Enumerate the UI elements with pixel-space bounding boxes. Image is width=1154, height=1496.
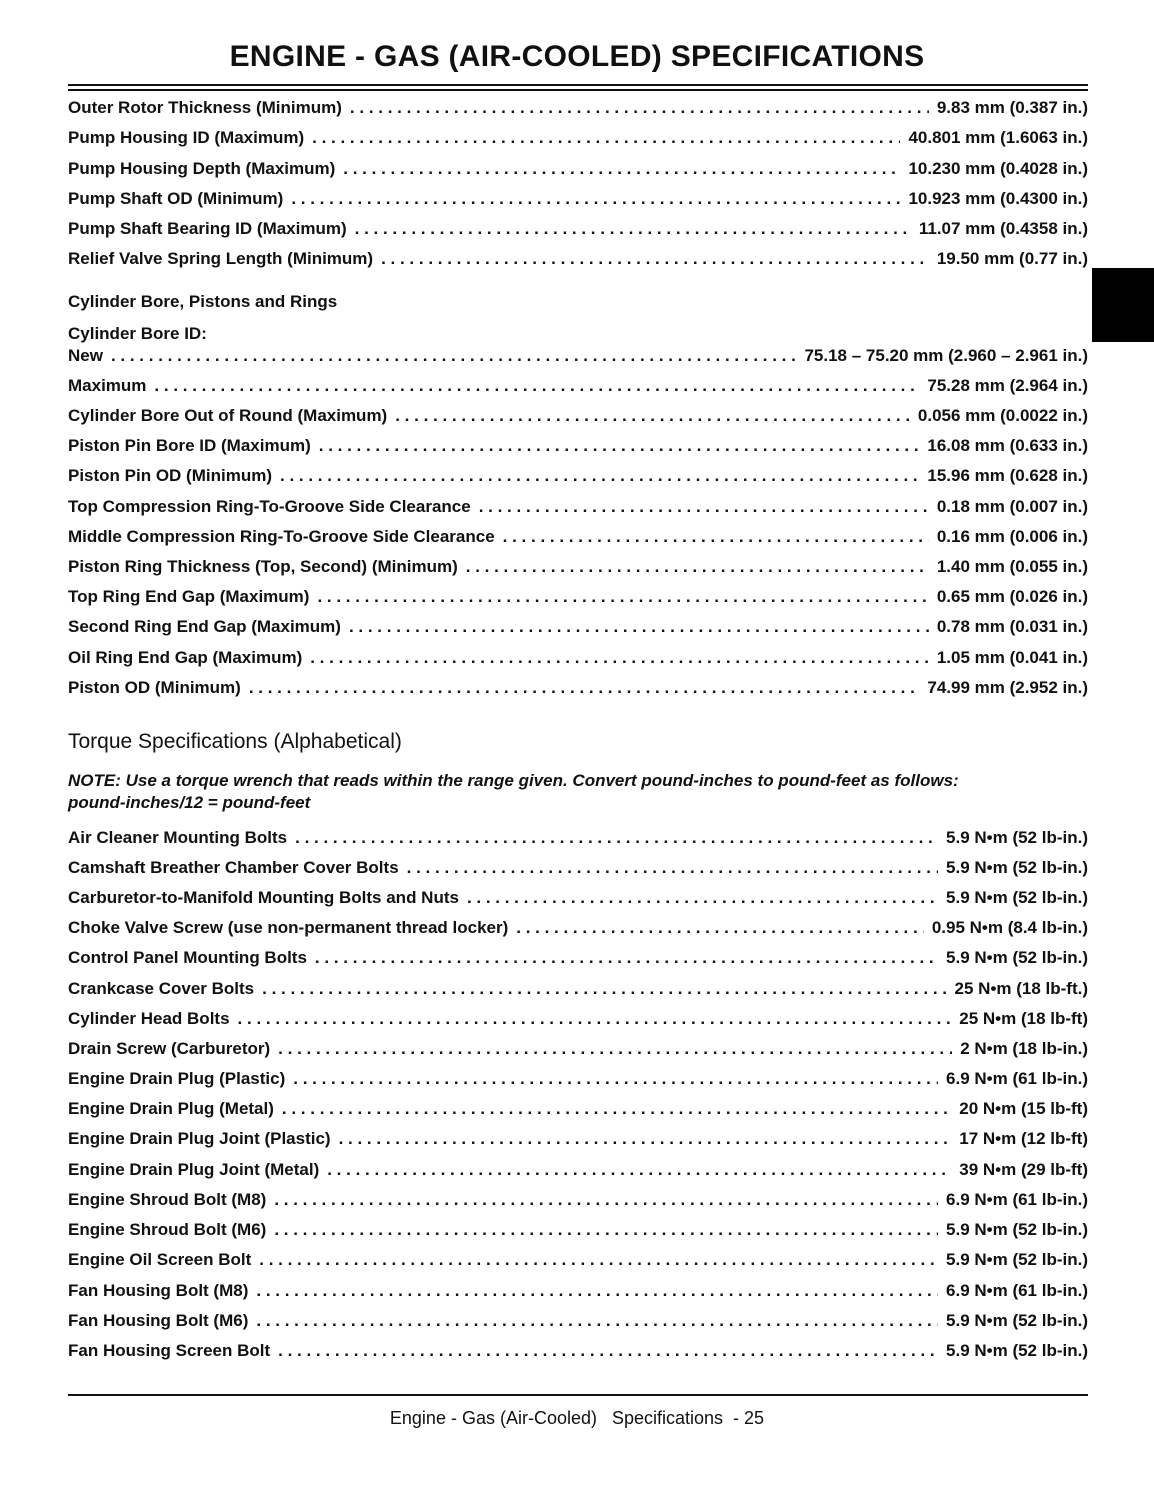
- spec-label: Top Compression Ring-To-Groove Side Clearance: [68, 497, 471, 516]
- dot-leader: [280, 466, 919, 486]
- spec-row: [68, 466, 1088, 490]
- spec-row: [68, 128, 1088, 152]
- dot-leader: [249, 678, 920, 698]
- spec-label: Pump Housing ID (Maximum): [68, 128, 305, 147]
- spec-row: [68, 436, 1088, 460]
- spec-row: [68, 1341, 1088, 1365]
- spec-row: [68, 828, 1088, 852]
- spec-value: 0.16 mm (0.006 in.): [936, 527, 1088, 546]
- dot-leader: [327, 1160, 951, 1180]
- dot-leader: [479, 497, 929, 517]
- spec-row: [68, 1250, 1088, 1274]
- dot-leader: [503, 527, 929, 547]
- spec-row: [68, 249, 1088, 273]
- spec-label: Outer Rotor Thickness (Minimum): [68, 98, 342, 117]
- spec-value: 6.9 N•m (61 lb-in.): [946, 1281, 1088, 1300]
- spec-row: [68, 617, 1088, 641]
- dot-leader: [238, 1009, 952, 1029]
- spec-label: Engine Drain Plug Joint (Plastic): [68, 1129, 331, 1148]
- spec-row: [68, 497, 1088, 521]
- spec-value: 5.9 N•m (52 lb-in.): [946, 1341, 1088, 1360]
- spec-value: 0.95 N•m (8.4 lb-in.): [931, 918, 1088, 937]
- spec-row: [68, 376, 1088, 400]
- spec-value: 0.056 mm (0.0022 in.): [917, 406, 1088, 425]
- spec-row: [68, 1039, 1088, 1063]
- dot-leader: [319, 436, 920, 456]
- spec-label: Piston Pin Bore ID (Maximum): [68, 436, 311, 455]
- spec-value: 10.923 mm (0.4300 in.): [908, 189, 1088, 208]
- spec-row: [68, 1129, 1088, 1153]
- spec-value: 9.83 mm (0.387 in.): [936, 98, 1088, 117]
- spec-label: Pump Housing Depth (Maximum): [68, 159, 336, 178]
- footer-rule: [68, 1394, 1088, 1396]
- dot-leader: [293, 1069, 938, 1089]
- dot-leader: [339, 1129, 952, 1149]
- spec-row: [68, 406, 1088, 430]
- dot-leader: [262, 979, 946, 999]
- dot-leader: [278, 1341, 938, 1361]
- dot-leader: [381, 249, 929, 269]
- spec-value: 74.99 mm (2.952 in.): [927, 678, 1088, 697]
- spec-value: 5.9 N•m (52 lb-in.): [946, 828, 1088, 847]
- torque-note-line-2: pound-inches/12 = pound-feet: [68, 793, 311, 812]
- spec-row: [68, 1220, 1088, 1244]
- spec-row: [68, 587, 1088, 611]
- spec-row: [68, 918, 1088, 942]
- spec-label: Crankcase Cover Bolts: [68, 979, 255, 998]
- dot-leader: [349, 617, 929, 637]
- dot-leader: [315, 948, 938, 968]
- dot-leader: [516, 918, 924, 938]
- spec-value: 25 N•m (18 lb-ft.): [954, 979, 1088, 998]
- spec-label: Piston OD (Minimum): [68, 678, 241, 697]
- spec-label: Engine Shroud Bolt (M6): [68, 1220, 267, 1239]
- spec-label: Camshaft Breather Chamber Cover Bolts: [68, 858, 399, 877]
- spec-value: 75.28 mm (2.964 in.): [927, 376, 1088, 395]
- spec-row: [68, 557, 1088, 581]
- spec-row: [68, 1009, 1088, 1033]
- spec-value: 10.230 mm (0.4028 in.): [908, 159, 1088, 178]
- dot-leader: [317, 587, 928, 607]
- spec-label: Fan Housing Bolt (M8): [68, 1281, 249, 1300]
- spec-label: New: [68, 346, 103, 365]
- spec-row: [68, 98, 1088, 122]
- spec-label: Pump Shaft Bearing ID (Maximum): [68, 219, 347, 238]
- spec-row: [68, 346, 1088, 370]
- torque-section-heading: Torque Specifications (Alphabetical): [68, 730, 402, 753]
- spec-label: Engine Oil Screen Bolt: [68, 1250, 252, 1269]
- spec-label: Oil Ring End Gap (Maximum): [68, 648, 303, 667]
- spec-label: Piston Pin OD (Minimum): [68, 466, 272, 485]
- spec-value: 25 N•m (18 lb-ft): [959, 1009, 1088, 1028]
- spec-value: 0.78 mm (0.031 in.): [936, 617, 1088, 636]
- page-title: ENGINE - GAS (AIR-COOLED) SPECIFICATIONS: [229, 40, 925, 73]
- dot-leader: [259, 1250, 938, 1270]
- dot-leader: [355, 219, 911, 239]
- dot-leader: [310, 648, 929, 668]
- spec-value: 6.9 N•m (61 lb-in.): [946, 1190, 1088, 1209]
- spec-label: Piston Ring Thickness (Top, Second) (Minimum): [68, 557, 458, 576]
- dot-leader: [278, 1039, 952, 1059]
- spec-row: [68, 159, 1088, 183]
- dot-leader: [154, 376, 919, 396]
- spec-value: 15.96 mm (0.628 in.): [927, 466, 1088, 485]
- dot-leader: [111, 346, 797, 366]
- spec-value: 16.08 mm (0.633 in.): [927, 436, 1088, 455]
- spec-row: [68, 1069, 1088, 1093]
- dot-leader: [282, 1099, 951, 1119]
- spec-value: 19.50 mm (0.77 in.): [936, 249, 1088, 268]
- spec-label: Pump Shaft OD (Minimum): [68, 189, 284, 208]
- dot-leader: [312, 128, 900, 148]
- spec-value: 39 N•m (29 lb-ft): [959, 1160, 1088, 1179]
- spec-value: 6.9 N•m (61 lb-in.): [946, 1069, 1088, 1088]
- spec-row: [68, 678, 1088, 702]
- spec-label: Carburetor-to-Manifold Mounting Bolts and Nuts: [68, 888, 459, 907]
- spec-label: Relief Valve Spring Length (Minimum): [68, 249, 374, 268]
- spec-row: [68, 648, 1088, 672]
- spec-label: Top Ring End Gap (Maximum): [68, 587, 310, 606]
- spec-label: Second Ring End Gap (Maximum): [68, 617, 341, 636]
- spec-row: [68, 1160, 1088, 1184]
- spec-label: Cylinder Head Bolts: [68, 1009, 230, 1028]
- dot-leader: [291, 189, 900, 209]
- spec-label: Middle Compression Ring-To-Groove Side Clearance: [68, 527, 495, 546]
- spec-value: 5.9 N•m (52 lb-in.): [946, 1311, 1088, 1330]
- spec-row: [68, 858, 1088, 882]
- title-rule-top: [68, 84, 1088, 86]
- dot-leader: [256, 1311, 938, 1331]
- spec-label: Engine Drain Plug Joint (Metal): [68, 1160, 320, 1179]
- spec-label: Maximum: [68, 376, 147, 395]
- spec-row: [68, 527, 1088, 551]
- dot-leader: [274, 1220, 938, 1240]
- page-footer: Engine - Gas (Air-Cooled) Specifications - 25: [389, 1408, 765, 1428]
- spec-label: Cylinder Bore Out of Round (Maximum): [68, 406, 388, 425]
- dot-leader: [407, 858, 938, 878]
- spec-label: Fan Housing Bolt (M6): [68, 1311, 249, 1330]
- dot-leader: [274, 1190, 938, 1210]
- spec-value: 0.18 mm (0.007 in.): [936, 497, 1088, 516]
- section-tab-marker: [1092, 268, 1154, 342]
- dot-leader: [467, 888, 938, 908]
- torque-note: [68, 770, 1088, 814]
- dot-leader: [295, 828, 938, 848]
- spec-row: [68, 1099, 1088, 1123]
- spec-value: 17 N•m (12 lb-ft): [959, 1129, 1088, 1148]
- spec-value: 1.40 mm (0.055 in.): [936, 557, 1088, 576]
- spec-row: [68, 1311, 1088, 1335]
- dot-leader: [256, 1281, 938, 1301]
- spec-label: Air Cleaner Mounting Bolts: [68, 828, 288, 847]
- dot-leader: [466, 557, 929, 577]
- spec-label: Control Panel Mounting Bolts: [68, 948, 307, 967]
- cylinder-bore-heading: Cylinder Bore ID:: [68, 324, 207, 343]
- spec-row: [68, 219, 1088, 243]
- spec-row: [68, 948, 1088, 972]
- spec-value: 20 N•m (15 lb-ft): [959, 1099, 1088, 1118]
- spec-value: 5.9 N•m (52 lb-in.): [946, 858, 1088, 877]
- cylinder-section-heading: Cylinder Bore, Pistons and Rings: [68, 292, 338, 311]
- dot-leader: [350, 98, 929, 118]
- dot-leader: [395, 406, 910, 426]
- spec-value: 5.9 N•m (52 lb-in.): [946, 888, 1088, 907]
- spec-label: Choke Valve Screw (use non-permanent thread locker): [68, 918, 509, 937]
- spec-value: 2 N•m (18 lb-in.): [960, 1039, 1088, 1058]
- spec-value: 1.05 mm (0.041 in.): [936, 648, 1088, 667]
- spec-row: [68, 979, 1088, 1003]
- spec-value: 5.9 N•m (52 lb-in.): [946, 1220, 1088, 1239]
- title-rule-bottom: [68, 89, 1088, 91]
- spec-label: Drain Screw (Carburetor): [68, 1039, 271, 1058]
- spec-value: 40.801 mm (1.6063 in.): [908, 128, 1088, 147]
- spec-row: [68, 888, 1088, 912]
- spec-label: Engine Shroud Bolt (M8): [68, 1190, 267, 1209]
- spec-label: Fan Housing Screen Bolt: [68, 1341, 271, 1360]
- spec-row: [68, 1190, 1088, 1214]
- spec-value: 0.65 mm (0.026 in.): [936, 587, 1088, 606]
- spec-row: [68, 1281, 1088, 1305]
- spec-value: 75.18 – 75.20 mm (2.960 – 2.961 in.): [804, 346, 1088, 365]
- spec-value: 5.9 N•m (52 lb-in.): [946, 1250, 1088, 1269]
- spec-row: [68, 189, 1088, 213]
- spec-label: Engine Drain Plug (Plastic): [68, 1069, 286, 1088]
- spec-label: Engine Drain Plug (Metal): [68, 1099, 274, 1118]
- dot-leader: [343, 159, 900, 179]
- torque-note-line-1: NOTE: Use a torque wrench that reads within the range given. Convert pound-inches to pound-feet as follows:: [68, 771, 959, 790]
- spec-value: 11.07 mm (0.4358 in.): [918, 219, 1088, 238]
- spec-value: 5.9 N•m (52 lb-in.): [946, 948, 1088, 967]
